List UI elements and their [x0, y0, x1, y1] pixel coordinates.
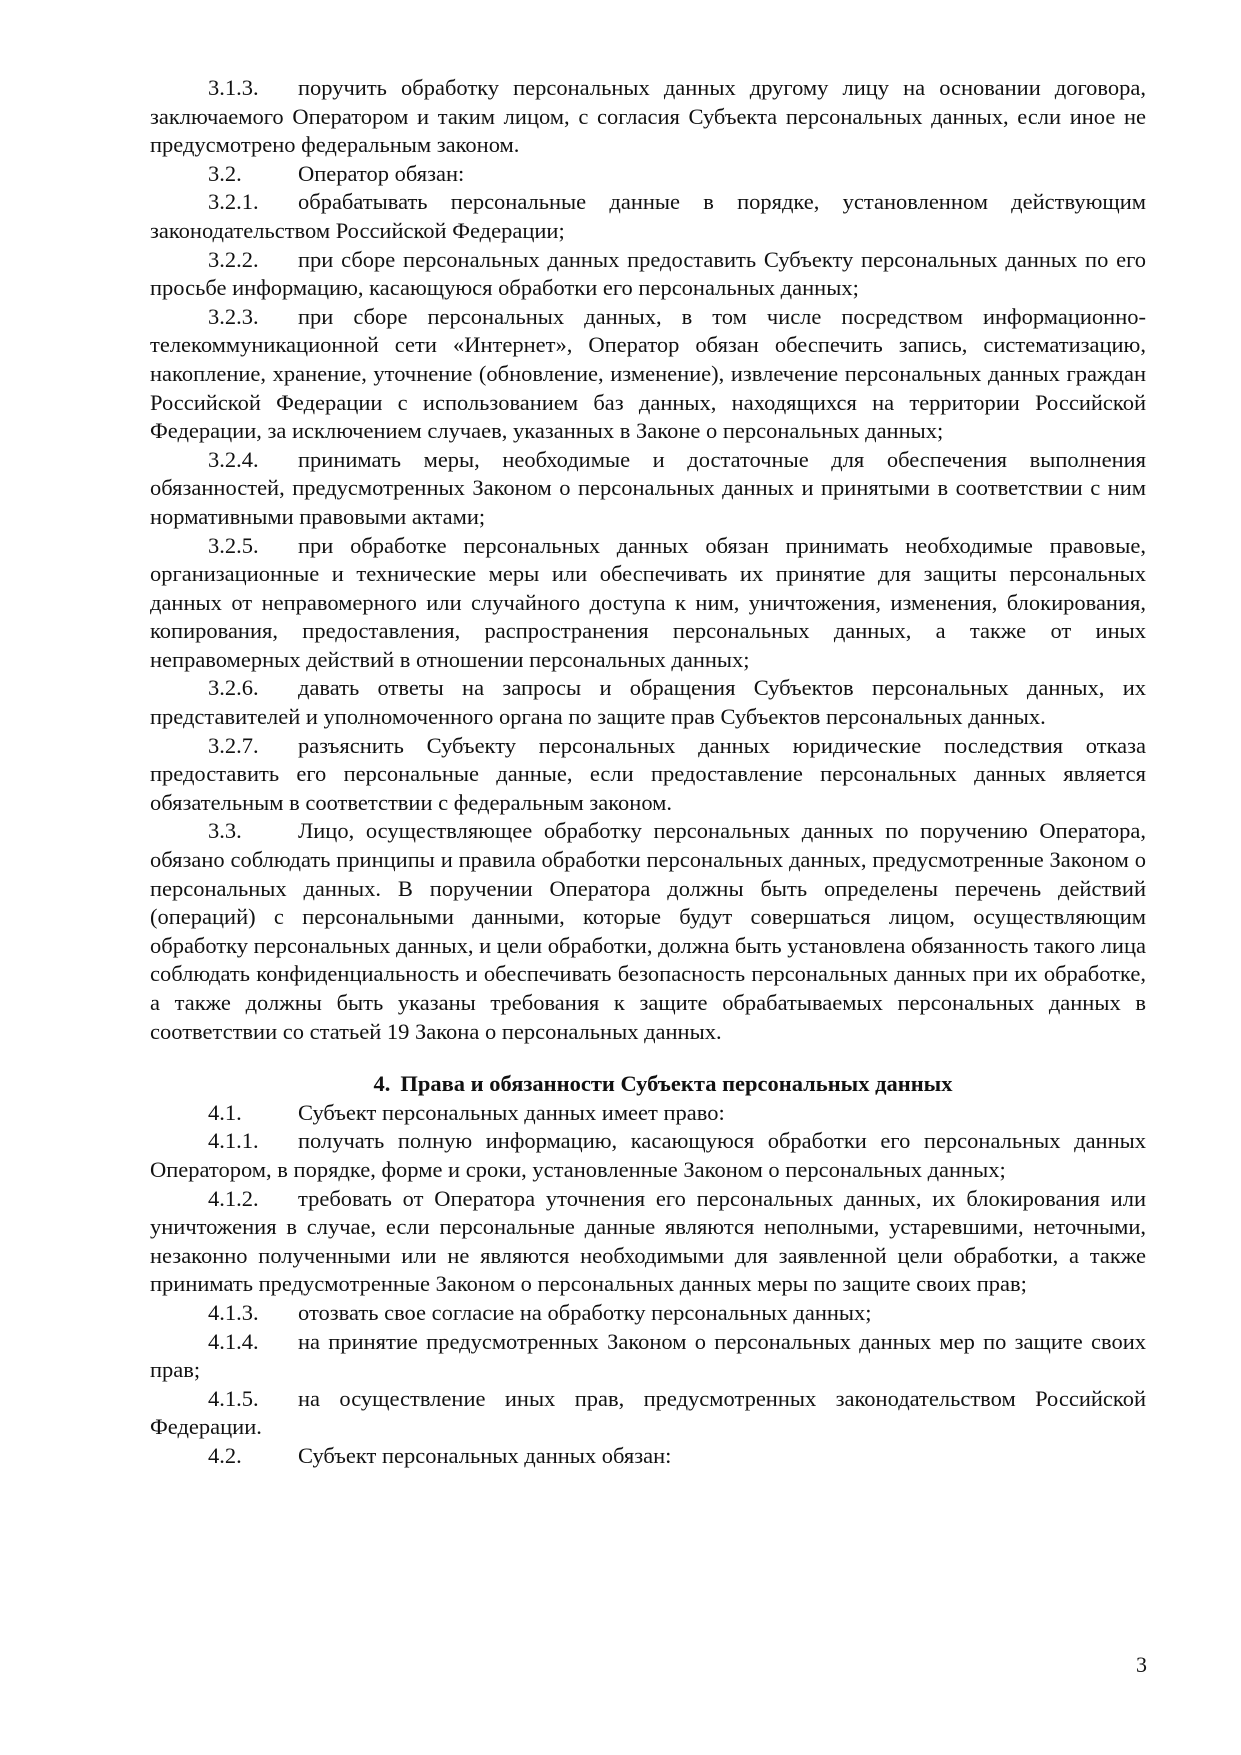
clause-number: 3.3.: [208, 818, 242, 844]
clause-text: принимать меры, необходимые и достаточные для обеспечения выполнения обязанностей, предусмотренных Законом о персональных данных и принятыми в соответствии с ним нормативными правовыми актами;: [150, 446, 1146, 529]
clause-3-2: [150, 160, 1146, 189]
clause-text: давать ответы на запросы и обращения Субъектов персональных данных, их представителей и уполномоченного органа по защите прав Субъектов персональных данных.: [150, 675, 1146, 730]
clause-text: Оператор обязан:: [298, 160, 465, 186]
clause-3-2-7: [150, 732, 1146, 818]
clause-number: 4.1.5.: [208, 1385, 259, 1411]
clause-3-2-6: [150, 674, 1146, 731]
clause-number: 4.1.4.: [208, 1328, 259, 1354]
clause-4-2: [150, 1442, 1146, 1471]
clause-4-1: [150, 1099, 1146, 1128]
clause-number: 4.1.: [208, 1099, 242, 1125]
clause-text: отозвать свое согласие на обработку персональных данных;: [298, 1299, 872, 1325]
clause-number: 4.1.2.: [208, 1185, 259, 1211]
clause-number: 3.2.5.: [208, 532, 259, 558]
clause-4-1-3: [150, 1299, 1146, 1328]
clause-text: при обработке персональных данных обязан принимать необходимые правовые, организационные и технические меры или обеспечивать их принятие для защиты персональных данных от неправомерного или случайного доступа к ним, уничтожения, изменения, блокирования, копирования, предоставления, распространения персональных данных, а также от иных неправомерных действий в отношении персональных данных;: [150, 532, 1146, 672]
clause-number: 3.1.3.: [208, 75, 259, 100]
clause-text: Субъект персональных данных обязан:: [298, 1442, 672, 1468]
clause-text: разъяснить Субъекту персональных данных юридические последствия отказа предоставить его персональные данные, если предоставление персональных данных является обязательным в соответствии с федеральным законом.: [150, 732, 1146, 815]
clause-number: 4.1.3.: [208, 1299, 259, 1325]
clause-text: требовать от Оператора уточнения его персональных данных, их блокирования или уничтожения в случае, если персональные данные являются неполными, устаревшими, неточными, незаконно полученными или не являются необходимыми для заявленной цели обработки, а также принимать предусмотренные Законом о персональных данных меры по защите своих прав;: [150, 1185, 1146, 1297]
clause-3-2-4: [150, 446, 1146, 532]
clause-text: обрабатывать персональные данные в порядке, установленном действующим законодательством Российской Федерации;: [150, 189, 1146, 243]
clause-4-1-1: [150, 1127, 1146, 1184]
section-title: Права и обязанности Субъекта персональных данных: [400, 1071, 953, 1097]
section-number: 4.: [373, 1071, 391, 1097]
clause-3-2-1: [150, 188, 1146, 245]
clause-text: на принятие предусмотренных Законом о персональных данных мер по защите своих прав;: [150, 1328, 1146, 1383]
clause-3-2-5: [150, 532, 1146, 675]
clause-text: Субъект персональных данных имеет право:: [298, 1099, 725, 1125]
clause-number: 4.1.1.: [208, 1128, 259, 1154]
clause-3-2-2: [150, 246, 1146, 303]
clause-number: 4.2.: [208, 1442, 242, 1468]
clause-number: 3.2.: [208, 160, 242, 186]
clause-4-1-4: [150, 1328, 1146, 1385]
clause-text: получать полную информацию, касающуюся обработки его персональных данных Оператором, в порядке, форме и сроки, установленные Законом о персональных данных;: [150, 1128, 1146, 1182]
clause-3-1-3: [150, 74, 1146, 160]
clause-number: 3.2.7.: [208, 732, 259, 758]
clause-text: Лицо, осуществляющее обработку персональных данных по поручению Оператора, обязано соблюдать принципы и правила обработки персональных данных, предусмотренные Законом о персональных данных. В поручении Оператора должны быть определены перечень действий (операций) с персональными данными, которые будут совершаться лицом, осуществляющим обработку персональных данных, и цели обработки, должна быть установлена обязанность такого лица соблюдать конфиденциальность и обеспечивать безопасность персональных данных при их обработке, а также должны быть указаны требования к защите обрабатываемых персональных данных в соответствии со статьей 19 Закона о персональных данных.: [150, 818, 1146, 1044]
clause-3-3: [150, 817, 1146, 1046]
clause-text: при сборе персональных данных, в том числе посредством информационно-телекоммуникационной сети «Интернет», Оператор обязан обеспечить запись, систематизацию, накопление, хранение, уточнение (обновление, изменение), извлечение персональных данных граждан Российской Федерации с использованием баз данных, находящихся на территории Российской Федерации, за исключением случаев, указанных в Законе о персональных данных;: [150, 303, 1146, 444]
clause-4-1-2: [150, 1185, 1146, 1299]
page-number: 3: [1136, 1652, 1147, 1677]
clause-text: на осуществление иных прав, предусмотренных законодательством Российской Федерации.: [150, 1385, 1146, 1440]
clause-4-1-5: [150, 1385, 1146, 1442]
clause-number: 3.2.4.: [208, 446, 259, 472]
document-body: [150, 74, 1146, 1471]
clause-text: при сборе персональных данных предоставить Субъекту персональных данных по его просьбе информацию, касающуюся обработки его персональных данных;: [150, 246, 1146, 301]
clause-number: 3.2.1.: [208, 189, 259, 215]
clause-3-2-3: [150, 303, 1146, 446]
clause-number: 3.2.2.: [208, 246, 259, 272]
section-heading: [150, 1070, 1146, 1099]
clause-number: 3.2.6.: [208, 675, 259, 701]
clause-number: 3.2.3.: [208, 303, 259, 329]
clause-text: поручить обработку персональных данных другому лицу на основании договора, заключаемого Оператором и таким лицом, с согласия Субъекта персональных данных, если иное не предусмотрено федеральным законом.: [150, 75, 1146, 158]
